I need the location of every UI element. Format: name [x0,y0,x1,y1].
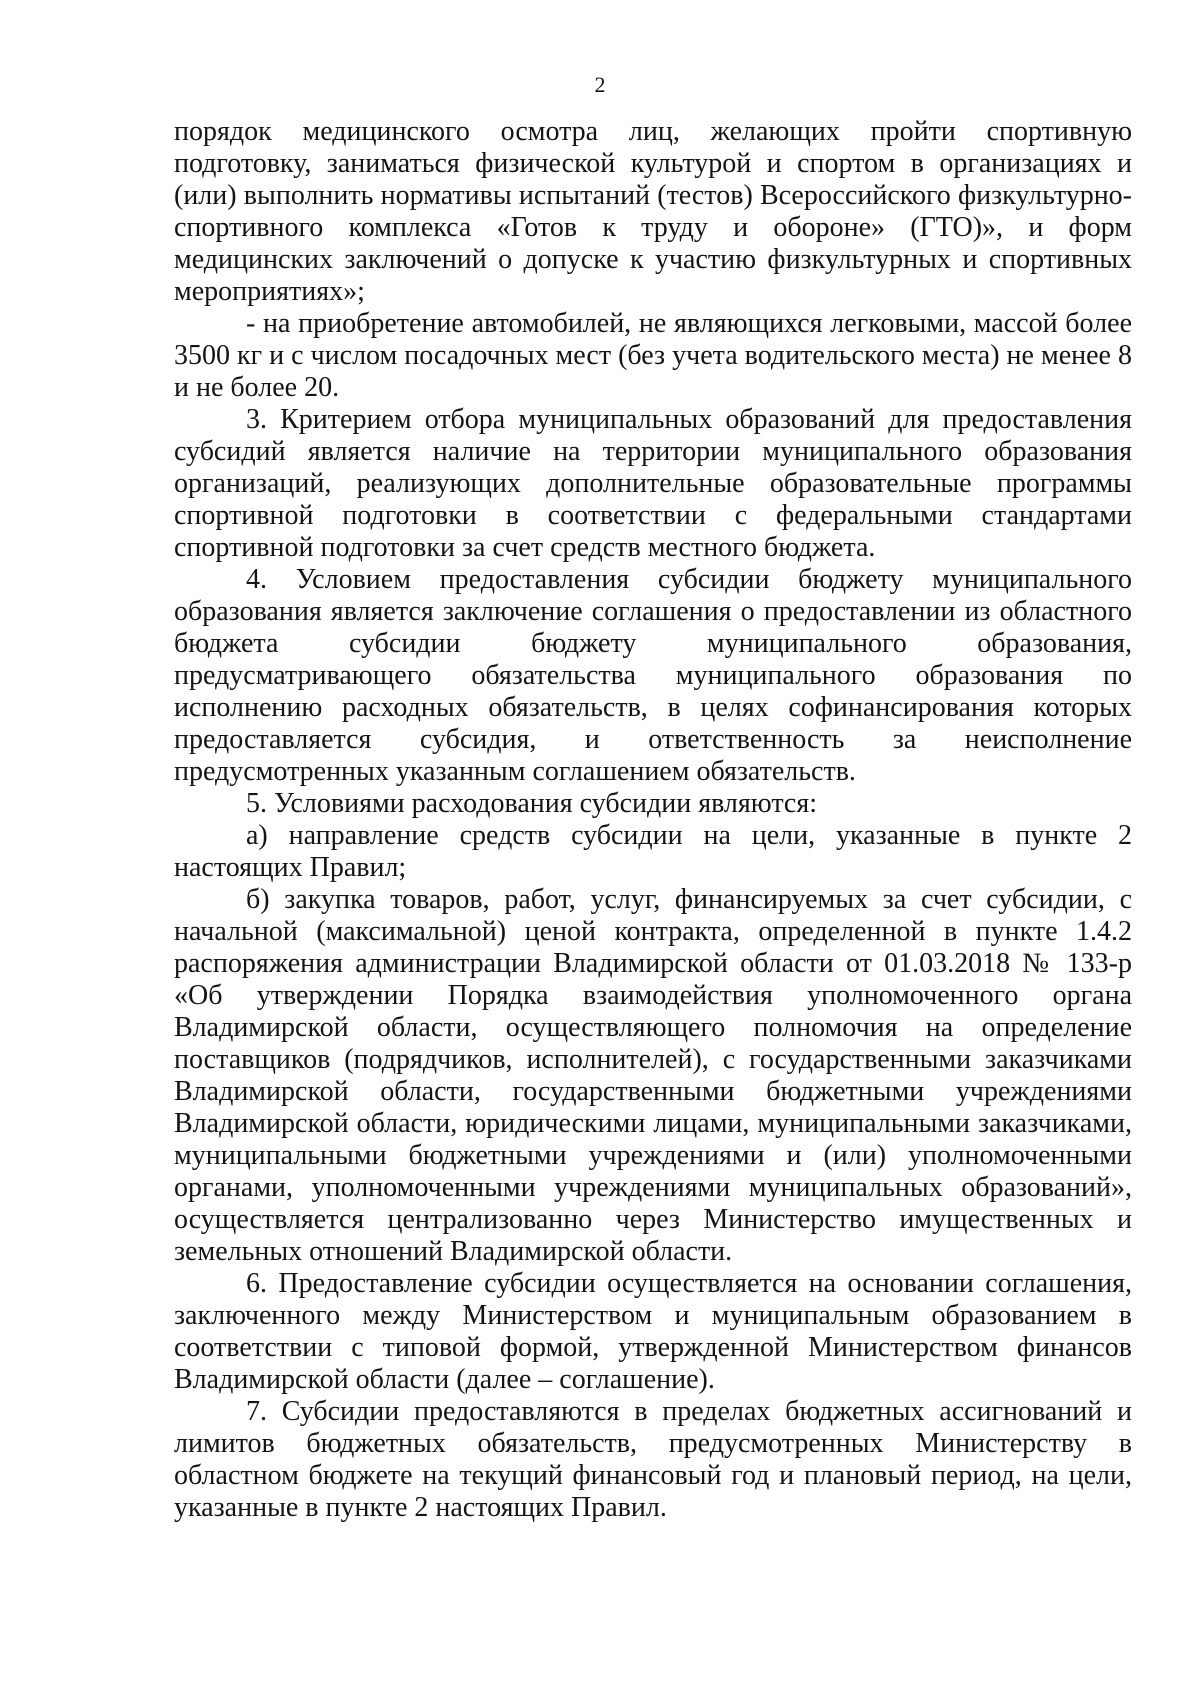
paragraph-5b: б) закупка товаров, работ, услуг, финансируемых за счет субсидии, с начальной (максимальной) ценой контракта, определенной в пункте 1.4.2 распоряжения администрации Владимирской области от 01.03.2018 № 133-р «Об утверждении Порядка взаимодействия уполномоченного органа Владимирской области, осуществляющего полномочия на определение поставщиков (подрядчиков, исполнителей), с государственными заказчиками Владимирской области, государственными бюджетными учреждениями Владимирской области, юридическими лицами, муниципальными заказчиками, муниципальными бюджетными учреждениями и (или) уполномоченными органами, уполномоченными учреждениями муниципальных образований», осуществляется централизованно через Министерство имущественных и земельных отношений Владимирской области. [174,884,1132,1267]
document-body [174,116,1132,1524]
page-number: 2 [594,72,606,97]
paragraph-vehicles-item: - на приобретение автомобилей, не являющихся легковыми, массой более 3500 кг и с числом посадочных мест (без учета водительского места) не менее 8 и не более 20. [174,308,1132,403]
paragraph-7-budget-limits: 7. Субсидии предоставляются в пределах бюджетных ассигнований и лимитов бюджетных обязательств, предусмотренных Министерству в областном бюджете на текущий финансовый год и плановый период, на цели, указанные в пункте 2 настоящих Правил. [174,1396,1132,1523]
paragraph-3-selection-criterion: 3. Критерием отбора муниципальных образований для предоставления субсидий является наличие на территории муниципального образования организаций, реализующих дополнительные образовательные программы спортивной подготовки в соответствии с федеральными стандартами спортивной подготовки за счет средств местного бюджета. [174,404,1132,563]
paragraph-6-agreement: 6. Предоставление субсидии осуществляется на основании соглашения, заключенного между Министерством и муниципальным образованием в соответствии с типовой формой, утвержденной Министерством финансов Владимирской области (далее – соглашение). [174,1268,1132,1395]
paragraph-continuation: порядок медицинского осмотра лиц, желающих пройти спортивную подготовку, заниматься физической культурой и спортом в организациях и (или) выполнить нормативы испытаний (тестов) Всероссийского физкультурно-спортивного комплекса «Готов к труду и обороне» (ГТО)», и форм медицинских заключений о допуске к участию физкультурных и спортивных мероприятиях»; [174,116,1132,307]
paragraph-4-provision-condition: 4. Условием предоставления субсидии бюджету муниципального образования является заключение соглашения о предоставлении из областного бюджета субсидии бюджету муниципального образования, предусматривающего обязательства муниципального образования по исполнению расходных обязательств, в целях софинансирования которых предоставляется субсидия, и ответственность за неисполнение предусмотренных указанным соглашением обязательств. [174,564,1132,787]
paragraph-5a: а) направление средств субсидии на цели, указанные в пункте 2 настоящих Правил; [174,820,1132,883]
paragraph-5-spending-conditions: 5. Условиями расходования субсидии являются: [246,788,817,819]
